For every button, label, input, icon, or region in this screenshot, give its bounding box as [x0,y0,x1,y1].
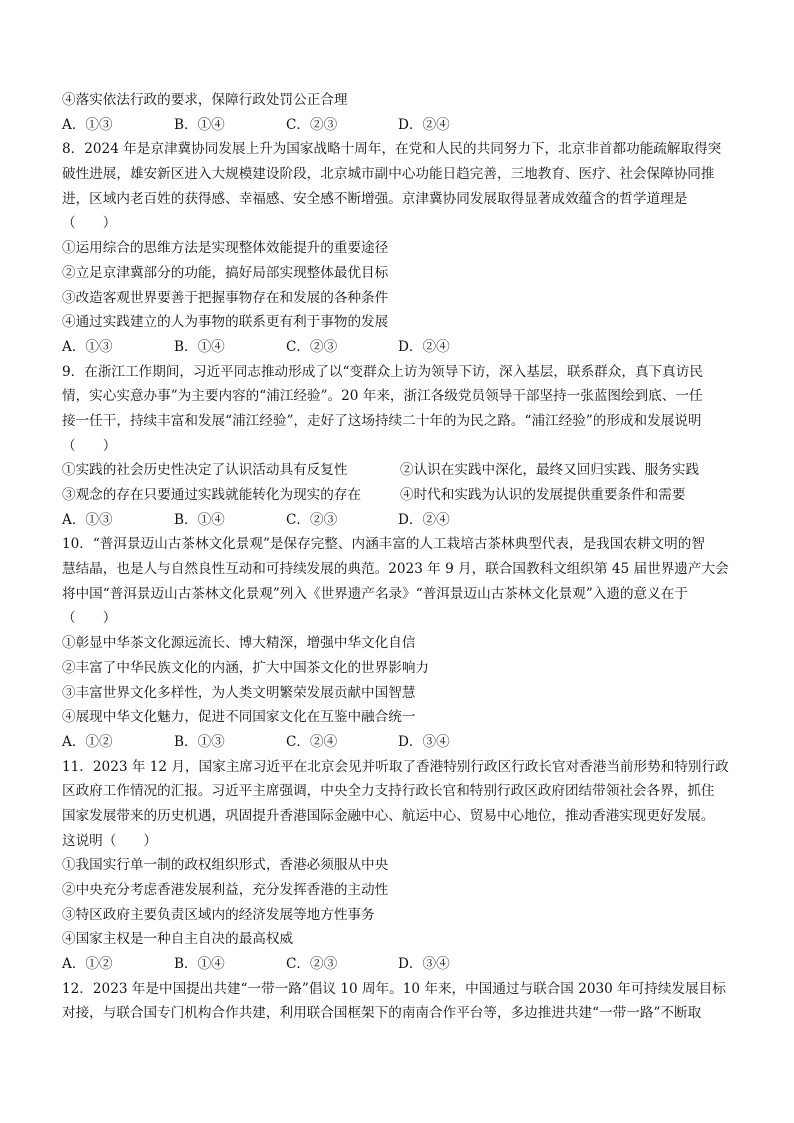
option-statement: ④落实依法行政的要求，保障行政处罚公正合理 [62,92,348,108]
option-statement: ①实践的社会历史性决定了认识活动具有反复性 [62,462,348,479]
answer-option-d: D．③④ [398,733,450,750]
question-11-stem-line: 国家发展带来的历史机遇，巩固提升香港国际金融中心、航运中心、贸易中心地位，推动香港实现更好发展。 [62,807,715,824]
answer-option-c: C．②③ [286,956,338,973]
answer-options [62,730,742,755]
answer-option-d: D．②④ [398,338,450,355]
option-statement: ④时代和实践为认识的发展提供重要条件和需要 [400,487,686,503]
option-statement: ③特区政府主要负责区域内的经济发展等地方性事务 [62,906,375,923]
option-statement: ②立足京津冀部分的功能，搞好局部实现整体最优目标 [62,264,389,281]
question-11-stem-line: 11．2023 年 12 月，国家主席习近平在北京会见并听取了香港特别行政区行政长官对香港当前形势和特别行政 [62,758,729,775]
question-8-stem-line: 8．2024 年是京津冀协同发展上升为国家战略十周年，在党和人民的共同努力下，北京非首都功能疏解取得突 [62,141,722,158]
option-statement: ③改造客观世界要善于把握事物存在和发展的各种条件 [62,289,389,306]
question-10-stem-line: 将中国“普洱景迈山古茶林文化景观”列入《世界遗产名录》“普洱景迈山古茶林文化景观”入遗的意义在于 [62,585,688,602]
option-statement: ②认识在实践中深化，最终又回归实践、服务实践 [400,462,700,479]
answer-options [62,508,742,533]
option-statement: ④国家主权是一种自主自决的最高权威 [62,931,294,948]
answer-option-c: C．②③ [286,116,338,133]
option-statement: ①我国实行单一制的政权组织形式，香港必须服从中央 [62,857,389,874]
answer-option-c: C．②④ [286,733,338,750]
option-statement-row [62,483,742,508]
answer-option-d: D．②④ [398,511,450,528]
question-10-stem-line: 10．“普洱景迈山古茶林文化景观”是保存完整、内涵丰富的人工栽培古茶林典型代表，是我国农耕文明的智 [62,536,705,553]
answer-options [62,113,742,138]
answer-option-a: A．①③ [62,511,113,528]
question-9-stem-line: 接一任干，持续丰富和发展“浦江经验”，走好了这场持续二十年的为民之路。“浦江经验”的形成和发展说明 [62,412,702,429]
question-11-stem-line: 区政府工作情况的汇报。习近平主席强调，中央全力支持行政长官和特别行政区政府团结带领社会各界，抓住 [62,783,715,800]
answer-options [62,952,742,977]
option-statement: ④通过实践建立的人为事物的联系更有利于事物的发展 [62,314,389,331]
option-statement-row [62,458,742,483]
answer-option-b: B．①④ [174,511,225,528]
answer-option-a: A．①② [62,956,113,973]
question-11-stem-line: 这说明（ ） [62,832,158,849]
question-8-stem-line: 进，区域内老百姓的获得感、幸福感、安全感不断增强。京津冀协同发展取得显著成效蕴含的哲学道理是 [62,190,688,207]
option-statement: ①运用综合的思维方法是实现整体效能提升的重要途径 [62,240,389,257]
answer-option-a: A．①③ [62,338,113,355]
question-10-answer-blank: （ ） [62,610,117,627]
question-9-stem-line: 9．在浙江工作期间，习近平同志推动形成了以“变群众上访为领导下访，深入基层，联系群众，真下真访民 [62,363,703,380]
answer-option-b: B．①④ [174,116,225,133]
question-8-stem-line: 破性进展，雄安新区进入大规模建设阶段，北京城市副中心功能日趋完善，三地教育、医疗、社会保障协同推 [62,166,715,183]
question-10-stem-line: 慧结晶，也是人与自然良性互动和可持续发展的典范。2023 年 9 月，联合国教科文组织第 45 届世界遗产大会 [62,561,729,578]
option-statement: ②丰富了中华民族文化的内涵，扩大中国茶文化的世界影响力 [62,659,430,676]
question-9-answer-blank: （ ） [62,437,117,454]
answer-option-b: B．①④ [174,338,225,355]
question-12-stem-line: 12．2023 年是中国提出共建“一带一路”倡议 10 周年。10 年来，中国通过与联合国 2030 年可持续发展目标 [62,980,726,997]
option-statement: ③丰富世界文化多样性，为人类文明繁荣发展贡献中国智慧 [62,684,416,701]
answer-option-c: C．②③ [286,338,338,355]
question-9-stem-line: 情，实心实意办事”为主要内容的“浦江经验”。20 年来，浙江各级党员领导干部坚持一张蓝图绘到底、一任 [62,388,703,405]
question-12-stem-line: 对接，与联合国专门机构合作共建，利用联合国框架下的南南合作平台等，多边推进共建“一带一路”不断取 [62,1005,702,1022]
answer-options [62,335,742,360]
answer-option-a: A．①③ [62,116,113,133]
answer-option-d: D．③④ [398,956,450,973]
exam-page [62,88,742,1026]
option-statement: ①彰显中华茶文化源远流长、博大精深，增强中华文化自信 [62,635,416,652]
option-statement: ②中央充分考虑香港发展利益，充分发挥香港的主动性 [62,882,389,898]
answer-option-d: D．②④ [398,116,450,133]
question-8-answer-blank: （ ） [62,215,117,232]
option-statement: ④展现中华文化魅力，促进不同国家文化在互鉴中融合统一 [62,709,416,726]
option-statement: ③观念的存在只要通过实践就能转化为现实的存在 [62,487,362,503]
answer-option-a: A．①② [62,733,113,750]
answer-option-b: B．①③ [174,733,225,750]
answer-option-c: C．②③ [286,511,338,528]
answer-option-b: B．①④ [174,956,225,973]
